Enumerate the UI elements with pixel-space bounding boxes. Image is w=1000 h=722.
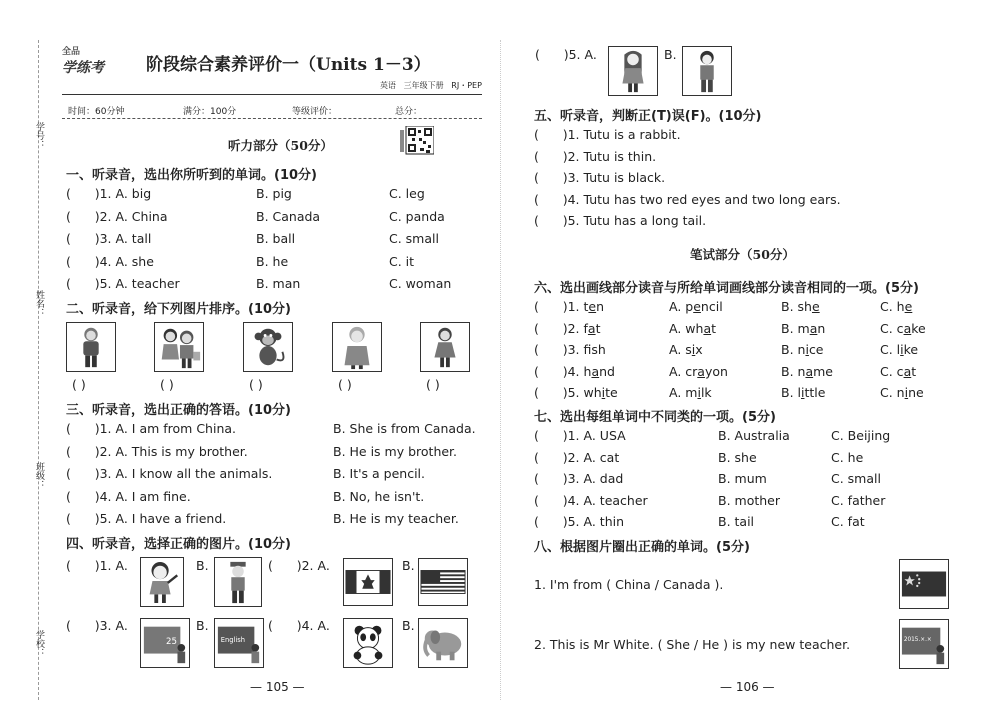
answer-paren[interactable]: ( [66, 186, 95, 201]
s6-word-post: te [605, 385, 618, 400]
s6-word-post: n [596, 299, 605, 314]
usa-flag-icon[interactable] [418, 558, 468, 606]
s6-option-b-underlined: e [811, 299, 820, 314]
board-text-3: 2015.×.× [903, 637, 932, 644]
s6-option-a-pre: A. p [669, 299, 694, 314]
header-rule-top [62, 94, 482, 95]
s7-option-a: A. dad [583, 471, 624, 486]
s6-option-b-pre: B. l [781, 385, 801, 400]
s6-option-a-post: ncil [700, 299, 723, 314]
s1-option-a: A. tall [115, 231, 152, 246]
s6-item-1-b [781, 299, 820, 314]
s6-option-c-underlined: i [904, 385, 909, 400]
s7-option-b: B. tail [718, 514, 755, 529]
answer-paren[interactable]: ( [66, 253, 95, 269]
s7-item-3-b [718, 471, 767, 486]
s6-option-b-post: ttle [804, 385, 826, 400]
s7-num: )3. [562, 471, 580, 486]
order-blank-1[interactable]: ( ) [72, 377, 86, 392]
s1-item-1-c [389, 186, 425, 201]
s7-option-b: B. mum [718, 471, 767, 486]
s1-option-b: B. man [256, 276, 301, 291]
s7-option-a: A. USA [583, 428, 626, 443]
s6-num: )2. [562, 320, 580, 336]
s7-option-a: A. cat [583, 449, 620, 465]
name-label: 姓名： [34, 290, 44, 317]
s3-option-b: B. No, he isn't. [333, 488, 425, 504]
s7-option-c: C. father [831, 492, 886, 508]
s7-option-b: B. she [718, 449, 757, 465]
s3-option-b: B. It's a pencil. [333, 466, 426, 481]
s6-option-b-pre: B. n [781, 342, 806, 357]
s5-statement: )5. Tutu has a long tail. [562, 213, 707, 228]
s7-item-4-b [718, 493, 780, 508]
section8-title: 八、根据图片圈出正确的单词。(5分) [534, 540, 750, 555]
s6-item-1-c [880, 299, 912, 314]
s7-option-b: B. Australia [718, 428, 790, 443]
s1-item-4-c [389, 254, 414, 269]
panda-icon[interactable] [343, 618, 393, 668]
logo [62, 44, 114, 77]
answer-paren[interactable]: ( [534, 191, 563, 207]
edition: RJ・PEP [451, 81, 482, 90]
s1-item-2-left [66, 209, 168, 224]
section5-title: 五、听录音，判断正(T)误(F)。(10分) [534, 109, 762, 124]
s1-item-1-b [256, 186, 292, 201]
girl-waving-icon[interactable] [140, 557, 184, 607]
s6-item-2-a [669, 321, 716, 336]
s3-item-3-b [333, 466, 425, 481]
s4-item2-a: A. [317, 558, 330, 573]
s6-item-3-b [781, 342, 824, 357]
answer-paren[interactable]: ( [534, 213, 563, 228]
s7-item-1-left [534, 428, 626, 443]
s6-option-a-post: yon [704, 363, 728, 379]
s4-item3-b: B. [196, 618, 209, 633]
s6-word-pre: f [583, 342, 592, 357]
s6-option-a-underlined: i [697, 385, 701, 400]
s7-option-b: B. mother [718, 492, 780, 508]
answer-paren[interactable]: ( [66, 421, 95, 436]
s1-option-a: A. big [115, 186, 152, 201]
s6-item-5-b [781, 385, 825, 400]
s6-num: )3. [562, 342, 580, 357]
s4-item3-a: A. [115, 618, 128, 633]
s1-num: )5. [94, 276, 112, 291]
s4-item1-a: A. [115, 558, 128, 573]
answer-paren[interactable]: ( [534, 449, 563, 465]
s1-item-3-c [389, 231, 439, 246]
answer-paren[interactable]: ( [66, 208, 95, 224]
s6-word-underlined: e [588, 299, 597, 314]
s5-statement: )2. Tutu is thin. [562, 148, 657, 164]
s6-word-underlined: i [601, 385, 606, 400]
board-text-1: 25 [165, 636, 177, 647]
s5-item-1 [534, 127, 681, 142]
s7-option-c: C. he [831, 449, 864, 465]
long-hair-girl-icon[interactable] [608, 46, 658, 96]
s6-option-a-post: x [695, 342, 703, 357]
s3-item-2-b [333, 444, 457, 459]
s7-item-2-left [534, 450, 619, 465]
answer-paren[interactable]: ( [534, 471, 563, 486]
answer-paren[interactable]: ( [66, 488, 95, 504]
s6-option-c-pre: C. l [880, 342, 901, 357]
s4-item4-num: )4. [296, 618, 314, 633]
s1-item-3-b [256, 231, 295, 246]
page-number-right: — 106 — [720, 680, 775, 694]
s4-item3: ( )3. A. [66, 618, 128, 633]
answer-paren[interactable]: ( [66, 276, 95, 291]
s6-option-a-pre: A. cr [669, 363, 698, 379]
s5-item-5 [534, 213, 706, 228]
answer-paren[interactable]: ( [534, 320, 563, 336]
s7-num: )2. [562, 449, 580, 465]
s6-option-a-pre: A. s [669, 342, 692, 357]
s1-item-4-b [256, 254, 288, 269]
s4-item4: ( )4. A. [268, 618, 330, 633]
canada-flag-icon[interactable] [343, 558, 393, 606]
s1-item-5-b [256, 276, 300, 291]
s6-item-5-a [669, 385, 712, 400]
s5-statement: )3. Tutu is black. [562, 170, 666, 185]
s3-item-5-b [333, 511, 459, 526]
writing-title: 笔试部分（50分） [690, 247, 795, 262]
s6-word-pre: h [583, 363, 592, 379]
s6-item-4-a [669, 364, 728, 379]
s4-item4-a: A. [317, 618, 330, 633]
answer-paren[interactable]: ( [534, 170, 563, 185]
grade: 三年级下册 [403, 81, 444, 90]
s4-item4-b: B. [402, 618, 415, 633]
s1-option-b: B. ball [256, 231, 296, 246]
s6-option-c-underlined: i [900, 342, 904, 357]
s4-item2-num: )2. [296, 558, 314, 573]
s3-option-b: B. She is from Canada. [333, 421, 476, 436]
s6-item-4-b [781, 364, 833, 379]
s1-option-b: B. he [256, 253, 289, 269]
subject: 英语 [380, 81, 396, 90]
s7-num: )5. [562, 514, 580, 529]
s1-item-2-c [389, 209, 445, 224]
grade-eval-label: 等级评价： [292, 107, 338, 117]
s3-item-4-left [66, 489, 191, 504]
s7-item-2-c [831, 450, 863, 465]
s1-item-4-left [66, 254, 154, 269]
s8-item1[interactable]: 1. I'm from ( China / Canada ). [534, 577, 724, 592]
s6-item-3-c [880, 342, 918, 357]
china-flag-icon [899, 559, 949, 609]
s3-item-3-left [66, 466, 272, 481]
section4-title: 四、听录音，选择正确的图片。(10分) [66, 537, 291, 552]
s6-item-4-word [534, 364, 615, 379]
s6-num: )1. [562, 299, 580, 314]
s6-option-b-post: ce [808, 342, 824, 357]
s1-option-b: B. pig [256, 186, 292, 201]
s5-item-2 [534, 149, 656, 164]
answer-paren[interactable]: ( [534, 342, 563, 357]
section7-title: 七、选出每组单词中不同类的一项。(5分) [534, 410, 776, 425]
s6-option-a-post: lk [700, 385, 712, 400]
s6-option-a-underlined: i [691, 342, 696, 357]
s1-num: )4. [94, 253, 112, 269]
s6-option-b-pre: B. m [781, 320, 810, 336]
s6-word-pre: f [583, 320, 588, 336]
s7-option-c: C. Beijing [831, 428, 891, 443]
student-no-label: 学号： [34, 122, 44, 149]
page-number-left: — 105 — [250, 680, 305, 694]
board-text-2: English [220, 636, 246, 645]
s6-option-b-underlined: a [805, 363, 814, 379]
s7-item-5-b [718, 514, 754, 529]
s6-word-post: sh [591, 342, 606, 357]
boy-cap-icon[interactable] [214, 557, 262, 607]
s1-item-5-c [389, 276, 451, 291]
s7-item-4-left [534, 493, 648, 508]
blackboard-icon-a[interactable] [140, 618, 190, 668]
s4-item5: ( )5. A. [535, 47, 597, 62]
s8-item2[interactable]: 2. This is Mr White. ( She / He ) is my new teacher. [534, 637, 851, 652]
s6-item-3-word [534, 342, 606, 357]
answer-paren[interactable]: ( [534, 127, 563, 142]
s6-num: )4. [562, 363, 580, 379]
s7-item-3-c [831, 471, 881, 486]
s5-statement: )4. Tutu has two red eyes and two long ears. [562, 191, 841, 207]
s6-word-pre: t [583, 299, 589, 314]
s1-option-c: C. woman [389, 276, 452, 291]
page-fold [500, 40, 501, 700]
s3-item-1-b [333, 421, 476, 436]
s7-item-1-b [718, 428, 790, 443]
answer-paren[interactable]: ( [534, 363, 563, 379]
s1-item-3-left [66, 231, 151, 246]
s7-item-5-left [534, 514, 624, 529]
s6-option-c-underlined: a [903, 320, 912, 336]
answer-paren[interactable]: ( [66, 231, 95, 246]
section6-title: 六、选出画线部分读音与所给单词画线部分读音相同的一项。(5分) [534, 281, 919, 296]
s6-option-c-pre: C. c [880, 320, 904, 336]
s6-option-c-post: ke [911, 320, 926, 336]
s7-option-a: A. teacher [583, 492, 648, 508]
order-blank-5[interactable]: ( ) [426, 377, 440, 392]
header-rule-bottom [62, 118, 482, 119]
s6-option-c-post: ne [908, 385, 924, 400]
answer-paren[interactable]: ( [66, 466, 95, 481]
s7-option-c: C. small [831, 471, 881, 486]
s1-option-c: C. leg [389, 186, 425, 201]
s1-option-c: C. panda [389, 208, 445, 224]
s6-option-b-pre: B. sh [781, 299, 812, 314]
s6-option-c-underlined: e [904, 299, 913, 314]
girl-icon [420, 322, 470, 372]
s4-item2-b: B. [402, 558, 415, 573]
children-icon [154, 322, 204, 372]
s7-item-4-c [831, 493, 885, 508]
s7-option-a: A. thin [583, 514, 625, 529]
s4-item1-b: B. [196, 558, 209, 573]
s6-num: )5. [562, 385, 580, 400]
elephant-icon[interactable] [418, 618, 468, 668]
s1-item-5-left [66, 276, 180, 291]
s7-item-1-c [831, 428, 890, 443]
monkey-icon [243, 322, 293, 372]
s6-item-1-a [669, 299, 723, 314]
s6-word-pre: wh [583, 385, 602, 400]
short-hair-boy-icon[interactable] [682, 46, 732, 96]
s1-num: )2. [94, 208, 112, 224]
s3-item-2-left [66, 444, 248, 459]
s5-statement: )1. Tutu is a rabbit. [562, 127, 681, 142]
s7-item-3-left [534, 471, 623, 486]
s6-option-b-pre: B. n [781, 363, 806, 379]
s3-option-a: A. I am fine. [115, 488, 191, 504]
logo-bottom: 学练考 [62, 60, 104, 76]
page-title: 阶段综合素养评价一（Units 1－3） [146, 55, 431, 75]
s1-option-c: C. small [389, 231, 439, 246]
s6-item-1-word [534, 299, 604, 314]
s1-option-a: A. China [115, 208, 168, 224]
s6-option-a-underlined: e [693, 299, 701, 314]
s1-item-2-b [256, 209, 320, 224]
s7-item-2-b [718, 450, 757, 465]
section3-title: 三、听录音，选出正确的答语。(10分) [66, 403, 291, 418]
qr-code-icon[interactable] [400, 126, 434, 156]
s6-option-c-post: ke [903, 342, 919, 357]
s6-item-2-word [534, 321, 601, 336]
s6-option-b-underlined: i [801, 385, 805, 400]
s7-num: )1. [562, 428, 580, 443]
s6-word-post: t [595, 320, 601, 336]
time-label: 时间：60分钟 [68, 107, 125, 117]
s3-option-a: A. I have a friend. [115, 511, 227, 526]
s6-word-underlined: a [591, 363, 600, 379]
s4-item5-a: A. [584, 47, 597, 62]
s5-item-3 [534, 170, 665, 185]
s5-item-4 [534, 192, 841, 207]
s6-option-a-underlined: a [703, 320, 712, 336]
s6-option-c-pre: C. h [880, 299, 905, 314]
s3-item-4-b [333, 489, 424, 504]
s7-option-c: C. fat [831, 514, 865, 529]
answer-paren[interactable]: ( [534, 148, 563, 164]
total-label: 总分： [395, 107, 423, 117]
s3-option-b: B. He is my brother. [333, 443, 458, 459]
s4-item5-num: )5. [563, 47, 581, 62]
s6-item-5-c [880, 385, 924, 400]
s6-option-a-pre: A. m [669, 385, 698, 400]
s6-option-b-post: n [817, 320, 826, 336]
s4-item3-num: )3. [94, 618, 112, 633]
school-label: 学校： [34, 630, 44, 657]
s4-item1: ( )1. A. [66, 558, 128, 573]
s1-option-c: C. it [389, 253, 415, 269]
score-label: 满分：100分 [183, 107, 237, 117]
s3-item-5-left [66, 511, 226, 526]
answer-paren[interactable]: ( [534, 428, 563, 443]
answer-paren[interactable]: ( [534, 385, 563, 400]
order-blank-3[interactable]: ( ) [249, 377, 263, 392]
grandma-icon [332, 322, 382, 372]
subject-info [380, 80, 482, 91]
answer-paren[interactable]: ( [534, 299, 563, 314]
s3-num: )3. [94, 466, 112, 481]
s6-item-2-b [781, 321, 825, 336]
class-label: 班级： [34, 462, 44, 489]
s7-item-5-c [831, 514, 865, 529]
s6-item-3-a [669, 342, 703, 357]
s3-option-a: A. I know all the animals. [115, 466, 273, 481]
answer-paren[interactable]: ( [534, 514, 563, 529]
s4-item1-num: )1. [94, 558, 112, 573]
section2-title: 二、听录音，给下列图片排序。(10分) [66, 302, 291, 317]
s3-option-a: A. I am from China. [115, 421, 237, 436]
s1-num: )3. [94, 231, 112, 246]
listening-title: 听力部分（50分） [228, 138, 333, 153]
s6-option-a-post: t [711, 320, 717, 336]
s3-num: )4. [94, 488, 112, 504]
s1-num: )1. [94, 186, 112, 201]
s6-item-5-word [534, 385, 618, 400]
s1-option-a: A. teacher [115, 276, 180, 291]
s3-num: )2. [94, 443, 112, 459]
s6-word-post: nd [599, 363, 615, 379]
s3-option-b: B. He is my teacher. [333, 511, 459, 526]
s1-option-a: A. she [115, 253, 154, 269]
s6-option-c-post: t [911, 363, 917, 379]
s6-word-underlined: a [587, 320, 596, 336]
s1-option-b: B. Canada [256, 208, 321, 224]
s6-option-c-pre: C. n [880, 385, 905, 400]
answer-paren[interactable]: ( [66, 443, 95, 459]
s6-item-2-c [880, 321, 926, 336]
blackboard-icon-b[interactable] [214, 618, 264, 668]
s1-item-1-left [66, 186, 151, 201]
s7-num: )4. [562, 492, 580, 508]
section1-title: 一、听录音，选出你所听到的单词。(10分) [66, 168, 317, 183]
s6-option-b-post: me [813, 363, 833, 379]
teacher-blackboard-icon [899, 619, 949, 669]
answer-paren[interactable]: ( [66, 511, 95, 526]
s6-option-b-underlined: a [809, 320, 818, 336]
logo-top: 全品 [62, 47, 81, 57]
s6-option-c-underlined: a [903, 363, 912, 379]
s3-item-1-left [66, 421, 236, 436]
boy-icon [66, 322, 116, 372]
answer-paren[interactable]: ( [534, 492, 563, 508]
order-blank-2[interactable]: ( ) [160, 377, 174, 392]
s6-option-b-underlined: i [805, 342, 809, 357]
s3-num: )1. [94, 421, 112, 436]
s6-option-a-underlined: a [697, 363, 705, 379]
order-blank-4[interactable]: ( ) [338, 377, 352, 392]
s3-num: )5. [94, 511, 112, 526]
s6-option-c-pre: C. c [880, 363, 904, 379]
s4-item2: ( )2. A. [268, 558, 330, 573]
s3-option-a: A. This is my brother. [115, 443, 248, 459]
s4-item5-b: B. [664, 47, 677, 62]
s6-option-a-pre: A. wh [669, 320, 704, 336]
s6-item-4-c [880, 364, 916, 379]
